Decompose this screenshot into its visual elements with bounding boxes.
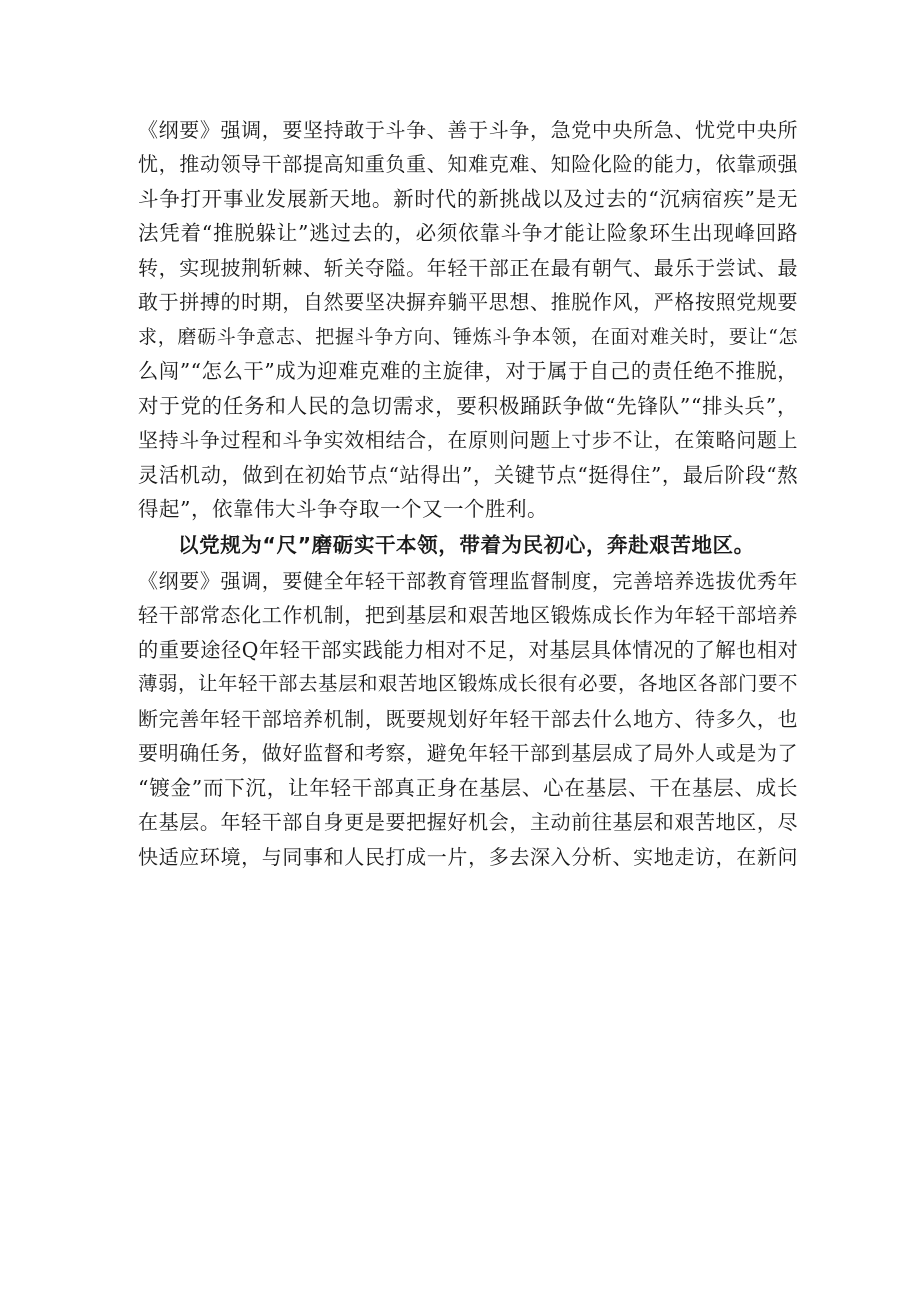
text-line: 忧，推动领导干部提高知重负重、知难克难、知险化险的能力，依靠顽强 [138,152,798,176]
text-line: 坚持斗争过程和斗争实效相结合，在原则问题上寸步不让，在策略问题上 [138,428,798,452]
text-line: 轻干部常态化工作机制，把到基层和艰苦地区锻炼成长作为年轻干部培养 [138,603,798,627]
text-line: 法凭着“推脱躲让”逃过去的，必须依靠斗争才能让险象环生出现峰回路 [138,221,798,245]
text-line: 薄弱，让年轻干部去基层和艰苦地区锻炼成长很有必要，各地区各部门要不 [138,672,798,695]
text-line: 要明确任务，做好监督和考察，避免年轻干部到基层成了局外人或是为了 [138,741,798,765]
text-line: 得起”，依靠伟大斗争夺取一个又一个胜利。 [138,497,548,521]
text-line: 斗争打开事业发展新天地。新时代的新挑战以及过去的“沉病宿疾”是无 [138,187,798,211]
text-line: 的重要途径Q年轻干部实践能力相对不足，对基层具体情况的了解也相对 [138,638,798,662]
text-line: 转，实现披荆斩棘、斩关夺隘。年轻干部正在最有朝气、最乐于尝试、最 [138,256,798,280]
text-line: 在基层。年轻干部自身更是要把握好机会，主动前往基层和艰苦地区，尽 [138,810,798,834]
text-line: 灵活机动，做到在初始节点“站得出”，关键节点“挺得住”，最后阶段“熬 [138,463,798,487]
text-line: “镀金”而下沉，让年轻干部真正身在基层、心在基层、干在基层、成长 [138,776,798,800]
text-line: 快适应环境，与同事和人民打成一片，多去深入分析、实地走访，在新问 [138,845,798,869]
text-line: 对于党的任务和人民的急切需求，要积极踊跃争做“先锋队”“排头兵”， [138,394,798,418]
text-line: 么闯”“怎么干”成为迎难克难的主旋律，对于属于自己的责任绝不推脱， [138,359,798,383]
text-line: 《纲要》强调，要健全年轻干部教育管理监督制度，完善培养选拔优秀年 [138,569,798,593]
text-line: 断完善年轻干部培养机制，既要规划好年轻干部去什么地方、待多久，也 [138,707,798,731]
text-line: 求，磨砺斗争意志、把握斗争方向、锤炼斗争本领，在面对难关时，要让“怎 [138,326,798,348]
text-line: 敢于拼搏的时期，自然要坚决摒弃躺平思想、推脱作风，严格按照党规要 [138,290,798,314]
section-heading: 以党规为“尺”磨砺实干本领，带着为民初心，奔赴艰苦地区。 [178,533,755,557]
text-line: 《纲要》强调，要坚持敢于斗争、善于斗争，急党中央所急、忧党中央所 [138,118,798,142]
